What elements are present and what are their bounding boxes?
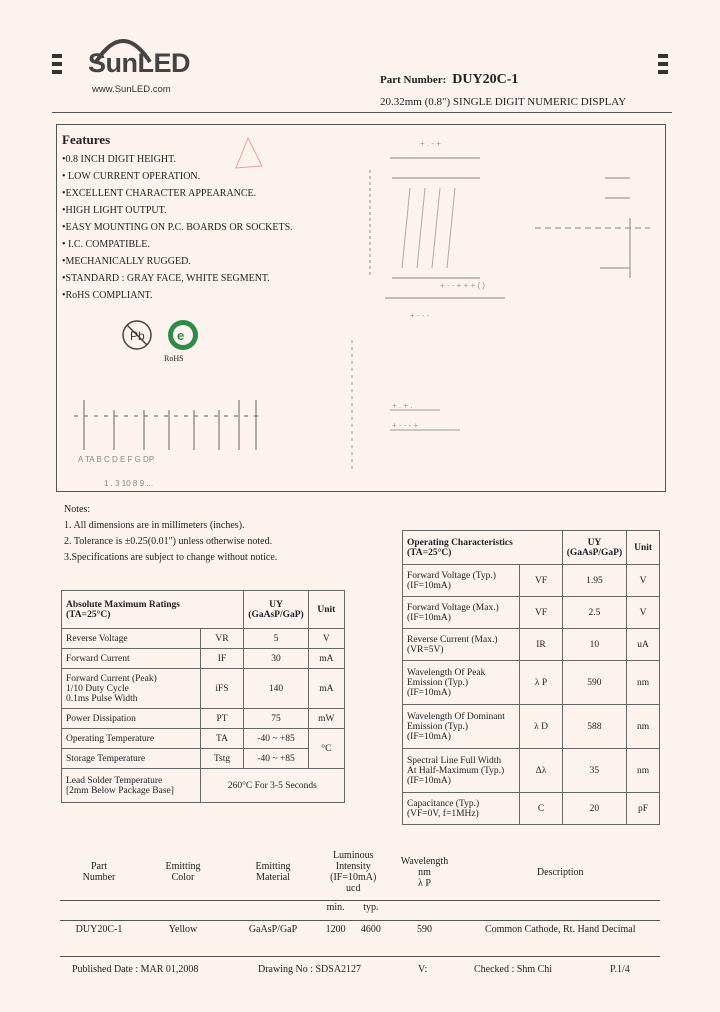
amr-row-name: Storage Temperature <box>62 749 201 769</box>
col-emitting-material: Emitting Material <box>255 861 291 883</box>
absolute-max-ratings-table <box>61 590 345 803</box>
opc-row-unit: uA <box>627 629 660 661</box>
cell-min: 1200 <box>325 923 346 935</box>
footer-divider <box>60 956 660 957</box>
amr-col-unit: Unit <box>308 591 344 629</box>
amr-row-val: 5 <box>244 629 308 649</box>
svg-text:+ - - + + + ( ): + - - + + + ( ) <box>440 281 485 290</box>
opc-row-val: 1.95 <box>562 565 626 597</box>
svg-text:+ . + .: + . + . <box>392 401 413 410</box>
part-number-line: Part Number: DUY20C-1 <box>380 72 519 87</box>
logo: SunLED <box>88 48 190 78</box>
opc-col-unit: Unit <box>627 531 660 565</box>
header-divider <box>52 112 672 113</box>
col-description: Description <box>536 866 584 878</box>
col-min: min. <box>326 901 345 913</box>
opc-row-name: Forward Voltage (Max.) (IF=10mA) <box>403 597 520 629</box>
cell-material: GaAsP/GaP <box>248 923 298 935</box>
amr-row-unit: mW <box>308 709 344 729</box>
amr-subtitle: (TA=25°C) <box>66 609 111 620</box>
amr-row-name: Forward Current <box>62 649 201 669</box>
feature-item: •EASY MOUNTING ON P.C. BOARDS OR SOCKETS. <box>62 222 293 233</box>
col-part-number: Part Number <box>82 861 116 883</box>
cell-description: Common Cathode, Rt. Hand Decimal <box>484 923 636 935</box>
page-number: P.1/4 <box>610 964 630 975</box>
amr-col-uy: UY <box>269 599 283 610</box>
checked-by: Checked : Shm Chi <box>474 964 553 975</box>
amr-row-val: 260°C For 3-5 Seconds <box>200 769 344 803</box>
opc-row-unit: pF <box>627 793 660 825</box>
svg-text:Pb: Pb <box>130 329 145 343</box>
amr-row-val: 140 <box>244 669 308 709</box>
features-title: Features <box>62 132 111 147</box>
amr-row-val: -40 ~ +85 <box>244 749 308 769</box>
amr-row-val: 75 <box>244 709 308 729</box>
svg-text:+ - - -: + - - - <box>410 311 430 320</box>
amr-row-name: Forward Current (Peak) 1/10 Duty Cycle 0.1ms Pulse Width <box>62 669 201 709</box>
opc-row-name: Forward Voltage (Typ.) (IF=10mA) <box>403 565 520 597</box>
col-wavelength: Wavelength nm λ P <box>400 855 449 889</box>
opc-row-unit: nm <box>627 705 660 749</box>
amr-title: Absolute Maximum Ratings <box>66 599 181 610</box>
opc-row-unit: nm <box>627 749 660 793</box>
operating-characteristics-table <box>402 530 660 825</box>
opc-row-sym: λ P <box>520 661 562 705</box>
opc-row-name: Wavelength Of Dominant Emission (Typ.) (IF=10mA) <box>403 705 520 749</box>
svg-text:1 . 3 10 8 9: 1 . 3 10 8 9 ... <box>104 479 153 488</box>
svg-text:+ . - +: + . - + <box>420 139 441 148</box>
amr-row-unit: mA <box>308 669 344 709</box>
opc-subtitle: (TA=25°C) <box>407 547 452 558</box>
amr-row-val: -40 ~ +85 <box>244 729 308 749</box>
col-typ: typ. <box>363 901 379 913</box>
part-selection-table <box>60 848 660 940</box>
website-link[interactable]: www.SunLED.com <box>92 84 171 95</box>
rohs-leaf-icon <box>166 318 200 352</box>
left-bars-icon <box>52 54 62 78</box>
amr-row-sym: TA <box>200 729 244 749</box>
rohs-label: RoHS <box>164 354 184 363</box>
opc-row-unit: nm <box>627 661 660 705</box>
amr-row-sym: IF <box>200 649 244 669</box>
feature-item: • I.C. COMPATIBLE. <box>62 239 150 250</box>
opc-col-mat: (GaAsP/GaP) <box>566 547 623 558</box>
note-item: 3.Specifications are subject to change without notice. <box>64 552 278 563</box>
opc-row-sym: C <box>520 793 562 825</box>
opc-row-val: 10 <box>562 629 626 661</box>
amr-row-sym: VR <box>200 629 244 649</box>
svg-text:A TA B C D: A TA B C D E F G DP <box>78 455 155 464</box>
opc-row-sym: IR <box>520 629 562 661</box>
amr-row-unit: mA <box>308 649 344 669</box>
feature-item: •MECHANICALLY RUGGED. <box>62 256 191 267</box>
feature-item: •HIGH LIGHT OUTPUT. <box>62 205 167 216</box>
opc-row-name: Reverse Current (Max.) (VR=5V) <box>403 629 520 661</box>
amr-row-name: Power Dissipation <box>62 709 201 729</box>
opc-row-sym: VF <box>520 565 562 597</box>
note-item: 1. All dimensions are in millimeters (inches). <box>64 520 245 531</box>
cell-color: Yellow <box>168 923 198 935</box>
opc-row-unit: V <box>627 565 660 597</box>
opc-row-val: 2.5 <box>562 597 626 629</box>
opc-row-name: Spectral Line Full Width At Half-Maximum (Typ.) (IF=10mA) <box>403 749 520 793</box>
amr-row-unit: °C <box>308 729 344 769</box>
cell-typ: 4600 <box>360 923 381 935</box>
opc-row-sym: VF <box>520 597 562 629</box>
opc-row-val: 35 <box>562 749 626 793</box>
cell-wavelength: 590 <box>416 923 432 935</box>
note-item: 2. Tolerance is ±0.25(0.01") unless otherwise noted. <box>64 536 273 547</box>
opc-row-name: Capacitance (Typ.) (VF=0V, f=1MHz) <box>403 793 520 825</box>
package-dimension-drawing <box>330 128 660 328</box>
lead-free-icon <box>120 318 154 352</box>
drawing-number: Drawing No : SDSA2127 <box>258 964 362 975</box>
svg-text:e: e <box>177 328 185 343</box>
opc-row-unit: V <box>627 597 660 629</box>
version: V: <box>418 964 428 975</box>
table-row <box>60 918 660 940</box>
opc-row-name: Wavelength Of Peak Emission (Typ.) (IF=10mA) <box>403 661 520 705</box>
amr-row-sym: Tstg <box>200 749 244 769</box>
feature-item: •RoHS COMPLIANT. <box>62 290 153 301</box>
svg-text:+ - - - +: + - - - + <box>392 421 419 430</box>
pin-layout-drawing <box>330 330 530 480</box>
subtitle: 20.32mm (0.8") SINGLE DIGIT NUMERIC DISPLAY <box>380 96 627 108</box>
amr-row-val: 30 <box>244 649 308 669</box>
amr-row-sym: PT <box>200 709 244 729</box>
feature-item: • LOW CURRENT OPERATION. <box>62 171 201 182</box>
col-luminous-intensity: Luminous Intensity (IF=10mA) ucd <box>330 850 377 894</box>
amr-row-name: Lead Solder Temperature [2mm Below Package Base] <box>62 769 201 803</box>
col-emitting-color: Emitting Color <box>165 861 201 883</box>
opc-row-val: 20 <box>562 793 626 825</box>
notes-title: Notes: <box>64 504 91 515</box>
opc-title: Operating Characteristics <box>407 537 513 548</box>
opc-row-val: 590 <box>562 661 626 705</box>
opc-row-sym: Δλ <box>520 749 562 793</box>
published-date: Published Date : MAR 01,2008 <box>72 964 199 975</box>
part-number: DUY20C-1 <box>452 72 519 87</box>
amr-row-unit: V <box>308 629 344 649</box>
triangle-mark-icon <box>228 134 268 174</box>
amr-col-mat: (GaAsP/GaP) <box>248 609 304 620</box>
opc-row-val: 588 <box>562 705 626 749</box>
feature-item: •STANDARD : GRAY FACE, WHITE SEGMENT. <box>62 273 270 284</box>
cell-part: DUY20C-1 <box>75 923 123 935</box>
amr-row-name: Reverse Voltage <box>62 629 201 649</box>
circuit-diagram <box>64 390 274 490</box>
amr-row-sym: iFS <box>200 669 244 709</box>
amr-row-name: Operating Temperature <box>62 729 201 749</box>
right-bars-icon <box>658 54 668 78</box>
feature-item: •EXCELLENT CHARACTER APPEARANCE. <box>62 188 257 199</box>
feature-item: •0.8 INCH DIGIT HEIGHT. <box>62 154 176 165</box>
opc-row-sym: λ D <box>520 705 562 749</box>
opc-col-uy: UY <box>587 537 602 548</box>
